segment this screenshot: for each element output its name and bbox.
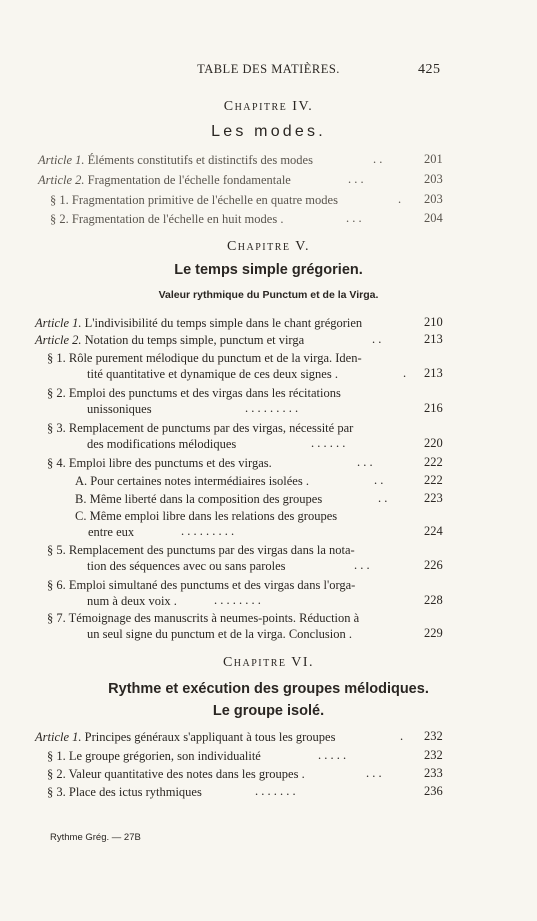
chapter-6-heading: Chapitre VI. bbox=[222, 655, 315, 670]
leader-dots: . bbox=[400, 729, 404, 743]
entry-page: 204 bbox=[424, 211, 443, 225]
leader-dots: . . bbox=[374, 473, 384, 487]
entry-lead: § 5. bbox=[47, 543, 66, 557]
entry-continuation: tion des séquences avec ou sans paroles bbox=[87, 559, 286, 573]
leader-dots: . . . bbox=[357, 455, 373, 469]
leader-dots: . bbox=[403, 366, 407, 380]
chapter-5-heading: Chapitre V. bbox=[226, 239, 311, 254]
entry-continuation: num à deux voix . bbox=[87, 594, 177, 608]
entry-text: Emploi simultané des punctums et des virgas dans l'orga- bbox=[68, 578, 356, 592]
leader-dots: . . bbox=[372, 332, 382, 346]
toc-entry bbox=[47, 748, 261, 764]
entry-lead: § 4. bbox=[47, 456, 66, 470]
entry-text: Remplacement des punctums par des virgas dans la nota- bbox=[68, 543, 355, 557]
chapter-4-heading: Chapitre IV. bbox=[223, 99, 314, 114]
toc-entry bbox=[47, 350, 362, 366]
leader-dots: . . . bbox=[366, 766, 382, 780]
entry-page: 213 bbox=[424, 366, 443, 380]
leader-dots: . . . bbox=[354, 558, 370, 572]
leader-dots: . . . . . . bbox=[311, 436, 346, 450]
leader-dots: . . . bbox=[346, 211, 362, 225]
toc-entry bbox=[75, 473, 309, 489]
entry-page: 233 bbox=[424, 766, 443, 780]
entry-text: Témoignage des manuscrits à neumes-points. Réduction à bbox=[68, 611, 360, 625]
entry-lead: § 3. bbox=[47, 421, 66, 435]
entry-page: 223 bbox=[424, 491, 443, 505]
entry-lead: § 2. bbox=[47, 767, 66, 781]
entry-page: 228 bbox=[424, 593, 443, 607]
chapter-4-title: Les modes. bbox=[211, 123, 326, 140]
entry-continuation: entre eux bbox=[88, 525, 135, 539]
running-head-title: TABLE DES MATIÈRES. bbox=[197, 62, 340, 76]
entry-lead: § 3. bbox=[47, 785, 66, 799]
leader-dots: . . bbox=[373, 152, 383, 166]
chapter-6-subtitle: Le groupe isolé. bbox=[212, 703, 325, 719]
entry-lead: § 1. bbox=[50, 193, 69, 207]
entry-lead: § 6. bbox=[47, 578, 66, 592]
entry-lead: Article 2. bbox=[35, 333, 82, 347]
entry-text: Principes généraux s'appliquant à tous les groupes bbox=[84, 730, 336, 744]
entry-page: 236 bbox=[424, 784, 443, 798]
entry-text: Fragmentation de l'échelle en huit modes . bbox=[71, 212, 284, 226]
leader-dots: . bbox=[398, 192, 402, 206]
entry-lead: § 1. bbox=[47, 351, 66, 365]
toc-entry bbox=[47, 577, 355, 593]
entry-page: 216 bbox=[424, 401, 443, 415]
entry-page: 224 bbox=[424, 524, 443, 538]
toc-entry bbox=[35, 315, 362, 331]
entry-page: 201 bbox=[424, 152, 443, 166]
leader-dots: . . . . . . . . . bbox=[245, 401, 299, 415]
entry-page: 203 bbox=[424, 192, 443, 206]
entry-text: Valeur quantitative des notes dans les groupes . bbox=[68, 767, 305, 781]
toc-entry bbox=[50, 211, 283, 227]
entry-lead: Article 1. bbox=[35, 730, 82, 744]
leader-dots: . . . . . bbox=[318, 748, 347, 762]
toc-entry bbox=[47, 385, 341, 401]
entry-page: 229 bbox=[424, 626, 443, 640]
toc-entry bbox=[47, 455, 272, 471]
entry-continuation: un seul signe du punctum et de la virga. Conclusion . bbox=[87, 627, 353, 641]
leader-dots: . . . bbox=[348, 172, 364, 186]
leader-dots: . . . . . . . . bbox=[214, 593, 261, 607]
entry-text: Place des ictus rythmiques bbox=[68, 785, 202, 799]
entry-text: Rôle purement mélodique du punctum et de la virga. Iden- bbox=[68, 351, 362, 365]
toc-entry bbox=[35, 729, 335, 745]
toc-entry bbox=[35, 332, 304, 348]
toc-entry bbox=[75, 508, 337, 524]
leader-dots: . . . . . . . bbox=[255, 784, 296, 798]
entry-text: Fragmentation primitive de l'échelle en quatre modes bbox=[71, 193, 338, 207]
entry-text: Fragmentation de l'échelle fondamentale bbox=[87, 173, 291, 187]
entry-lead: § 2. bbox=[50, 212, 69, 226]
entry-lead: Article 1. bbox=[35, 316, 82, 330]
entry-text: Même liberté dans la composition des groupes bbox=[89, 492, 323, 506]
chapter-6-title: Rythme et exécution des groupes mélodiques. bbox=[108, 681, 429, 697]
leader-dots: . . bbox=[378, 491, 388, 505]
toc-entry bbox=[38, 152, 313, 168]
toc-entry bbox=[38, 172, 291, 188]
entry-text: Pour certaines notes intermédiaires isolées . bbox=[90, 474, 309, 488]
entry-page: 213 bbox=[424, 332, 443, 346]
entry-text: Le groupe grégorien, son individualité bbox=[68, 749, 261, 763]
entry-text: Emploi des punctums et des virgas dans les récitations bbox=[68, 386, 341, 400]
entry-page: 232 bbox=[424, 748, 443, 762]
entry-text: Notation du temps simple, punctum et virga bbox=[84, 333, 305, 347]
entry-text: Éléments constitutifs et distinctifs des modes bbox=[87, 153, 313, 167]
toc-entry bbox=[50, 192, 338, 208]
entry-lead: § 1. bbox=[47, 749, 66, 763]
entry-page: 222 bbox=[424, 455, 443, 469]
chapter-5-title: Le temps simple grégorien. bbox=[174, 262, 363, 278]
entry-page: 210 bbox=[424, 315, 443, 329]
entry-text: L'indivisibilité du temps simple dans le chant grégorien bbox=[84, 316, 363, 330]
toc-entry bbox=[75, 491, 322, 507]
entry-page: 232 bbox=[424, 729, 443, 743]
entry-text: Même emploi libre dans les relations des groupes bbox=[89, 509, 338, 523]
page-number: 425 bbox=[418, 62, 441, 77]
entry-lead: A. bbox=[75, 474, 88, 488]
toc-entry bbox=[47, 542, 355, 558]
entry-continuation: des modifications mélodiques bbox=[87, 437, 237, 451]
toc-entry bbox=[47, 420, 353, 436]
entry-lead: § 7. bbox=[47, 611, 66, 625]
entry-page: 203 bbox=[424, 172, 443, 186]
leader-dots: . . . . . . . . . bbox=[181, 524, 235, 538]
chapter-5-subtitle: Valeur rythmique du Punctum et de la Virga. bbox=[158, 289, 379, 301]
entry-lead: Article 1. bbox=[38, 153, 85, 167]
entry-lead: C. bbox=[75, 509, 87, 523]
entry-lead: B. bbox=[75, 492, 87, 506]
entry-page: 226 bbox=[424, 558, 443, 572]
entry-continuation: unissoniques bbox=[87, 402, 152, 416]
toc-entry bbox=[47, 610, 359, 626]
entry-lead: Article 2. bbox=[38, 173, 85, 187]
entry-page: 220 bbox=[424, 436, 443, 450]
toc-entry bbox=[47, 784, 202, 800]
entry-text: Emploi libre des punctums et des virgas. bbox=[68, 456, 272, 470]
toc-entry bbox=[47, 766, 305, 782]
printer-signature: Rythme Grég. — 27B bbox=[50, 832, 141, 843]
entry-continuation: tité quantitative et dynamique de ces deux signes . bbox=[87, 367, 338, 381]
entry-text: Remplacement de punctums par des virgas, nécessité par bbox=[68, 421, 354, 435]
entry-page: 222 bbox=[424, 473, 443, 487]
entry-lead: § 2. bbox=[47, 386, 66, 400]
